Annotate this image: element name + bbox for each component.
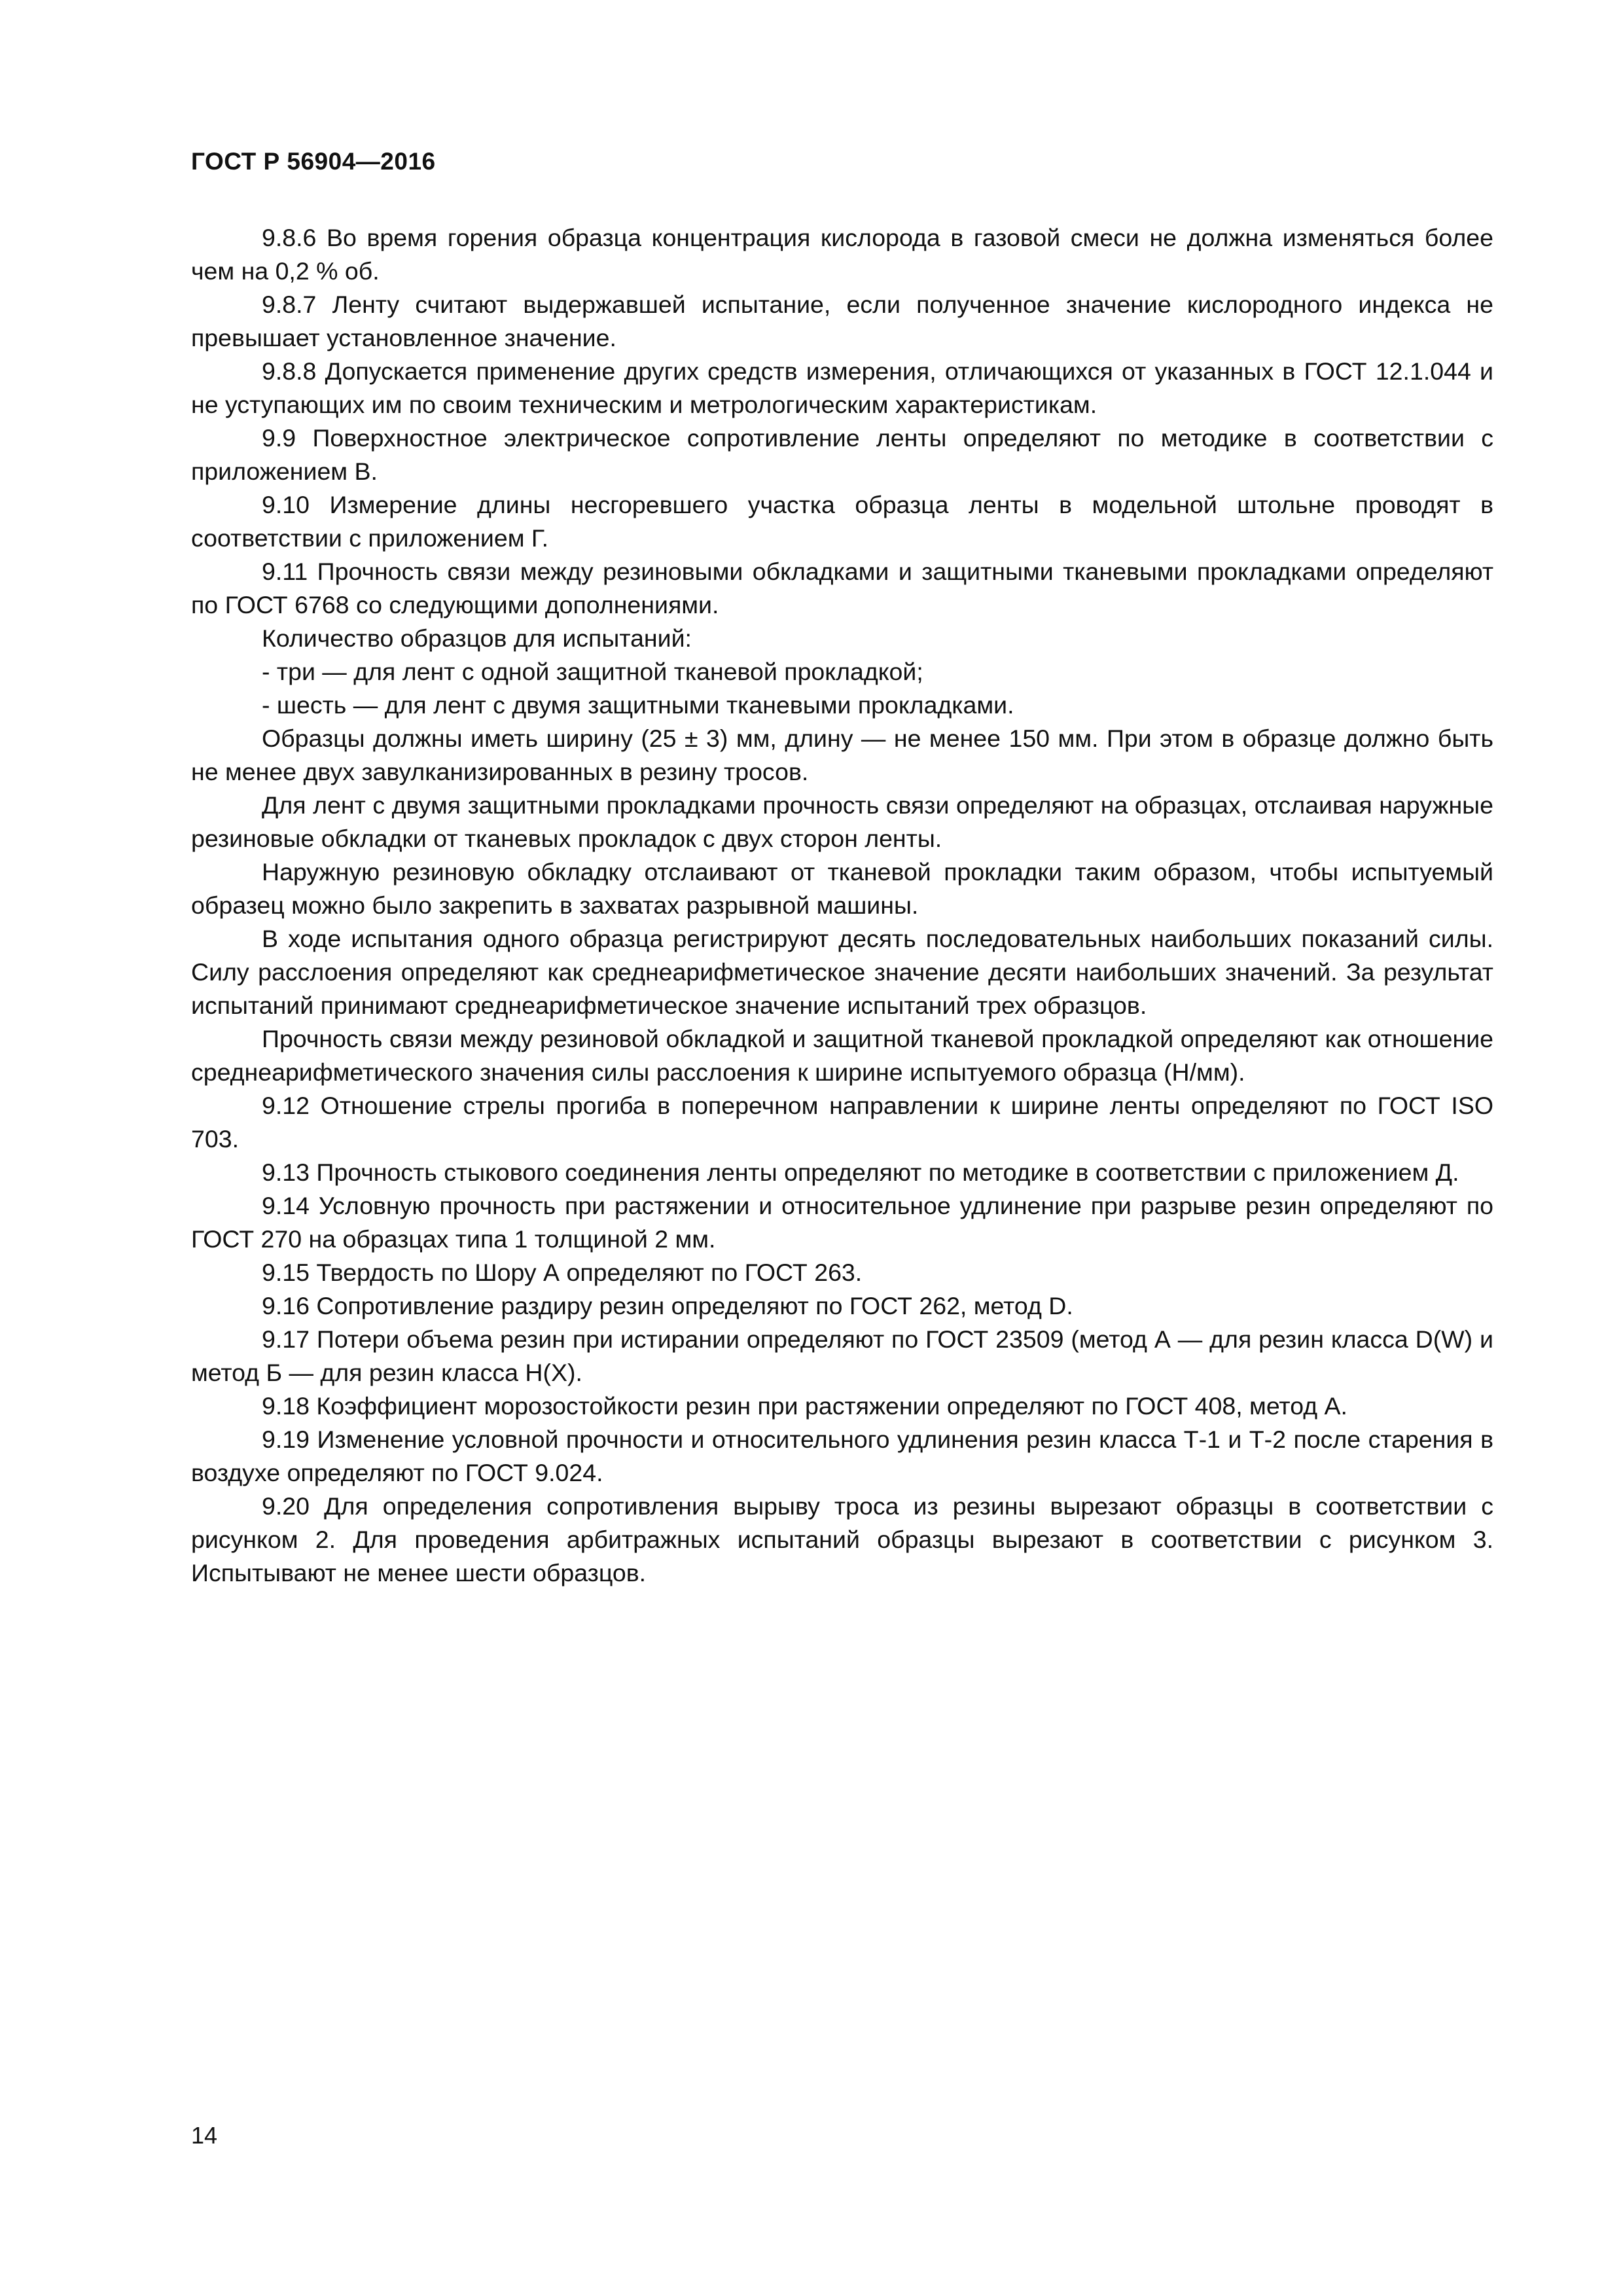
- paragraph-9-11: 9.11 Прочность связи между резиновыми обкладками и защитными тканевыми прокладками определяют по ГОСТ 6768 со следующими дополнениями.: [191, 558, 1493, 619]
- document-body: [191, 221, 1493, 1590]
- paragraph-peeling: Наружную резиновую обкладку отслаивают от тканевой прокладки таким образом, чтобы испытуемый образец можно было закрепить в захватах разрывной машины.: [191, 858, 1493, 919]
- paragraph-9-17: 9.17 Потери объема резин при истирании определяют по ГОСТ 23509 (метод А — для резин класса D(W) и метод Б — для резин класса Н(Х).: [191, 1325, 1493, 1386]
- list-item-six: - шесть — для лент с двумя защитными тканевыми прокладками.: [262, 691, 1014, 719]
- paragraph-sample-count: Количество образцов для испытаний:: [262, 624, 692, 652]
- paragraph-9-8-6: 9.8.6 Во время горения образца концентрация кислорода в газовой смеси не должна изменяться более чем на 0,2 % об.: [191, 224, 1493, 285]
- paragraph-9-19: 9.19 Изменение условной прочности и относительного удлинения резин класса Т-1 и Т-2 после старения в воздухе определяют по ГОСТ 9.024.: [191, 1426, 1493, 1486]
- paragraph-9-12: 9.12 Отношение стрелы прогиба в поперечном направлении к ширине ленты определяют по ГОСТ ISO 703.: [191, 1092, 1493, 1153]
- paragraph-9-13: 9.13 Прочность стыкового соединения ленты определяют по методике в соответствии с приложением Д.: [262, 1158, 1459, 1186]
- paragraph-9-15: 9.15 Твердость по Шору А определяют по ГОСТ 263.: [262, 1259, 863, 1286]
- paragraph-bond-strength: Прочность связи между резиновой обкладкой и защитной тканевой прокладкой определяют как отношение среднеарифметического значения силы расслоения к ширине испытуемого образца (Н/мм).: [191, 1025, 1493, 1086]
- paragraph-two-layers: Для лент с двумя защитными прокладками прочность связи определяют на образцах, отслаивая наружные резиновые обкладки от тканевых прокладок с двух сторон ленты.: [191, 791, 1493, 852]
- paragraph-9-8-8: 9.8.8 Допускается применение других средств измерения, отличающихся от указанных в ГОСТ 12.1.044 и не уступающих им по своим техническим и метрологическим характеристикам.: [191, 357, 1493, 418]
- paragraph-test-procedure: В ходе испытания одного образца регистрируют десять последовательных наибольших показаний силы. Силу расслоения определяют как среднеарифметическое значение десяти наибольших значений. За результат испытаний принимают среднеарифметическое значение испытаний трех образцов.: [191, 925, 1493, 1019]
- page-number: 14: [191, 2122, 218, 2149]
- paragraph-9-16: 9.16 Сопротивление раздиру резин определяют по ГОСТ 262, метод D.: [262, 1292, 1073, 1319]
- list-item-three: - три — для лент с одной защитной тканевой прокладкой;: [262, 658, 923, 685]
- document-header: ГОСТ Р 56904—2016: [191, 148, 436, 175]
- paragraph-9-20: 9.20 Для определения сопротивления вырыву троса из резины вырезают образцы в соответствии с рисунком 2. Для проведения арбитражных испытаний образцы вырезают в соответствии с рисунком 3. Испытывают не менее шести образцов.: [191, 1492, 1493, 1587]
- paragraph-9-8-7: 9.8.7 Ленту считают выдержавшей испытание, если полученное значение кислородного индекса не превышает установленное значение.: [191, 291, 1493, 351]
- paragraph-9-18: 9.18 Коэффициент морозостойкости резин при растяжении определяют по ГОСТ 408, метод А.: [262, 1392, 1347, 1420]
- paragraph-9-9: 9.9 Поверхностное электрическое сопротивление ленты определяют по методике в соответствии с приложением В.: [191, 424, 1493, 485]
- paragraph-9-14: 9.14 Условную прочность при растяжении и относительное удлинение при разрыве резин определяют по ГОСТ 270 на образцах типа 1 толщиной 2 мм.: [191, 1192, 1493, 1253]
- paragraph-9-10: 9.10 Измерение длины несгоревшего участка образца ленты в модельной штольне проводят в соответствии с приложением Г.: [191, 491, 1493, 552]
- paragraph-sample-size: Образцы должны иметь ширину (25 ± 3) мм, длину — не менее 150 мм. При этом в образце должно быть не менее двух завулканизированных в резину тросов.: [191, 725, 1493, 785]
